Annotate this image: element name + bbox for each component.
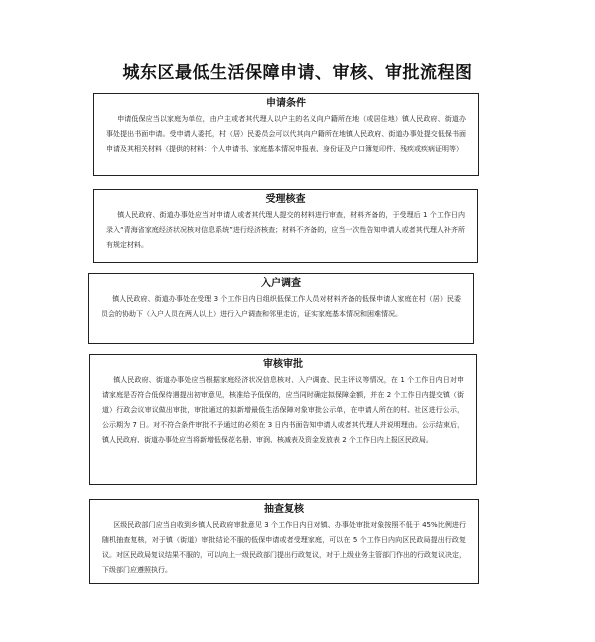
step-box-home-investigation — [88, 273, 474, 344]
step-body: 申请低保应当以家庭为单位，由户主或者其代理人以户主的名义向户籍所在地（或居住地）镇人民政府、街道办事处提出书面申请。受申请人委托，村（居）民委员会可以代其向户籍所在地镇人民政府、街道办事处提交低保书面申请及其相关材料（提供的材料：个人申请书、家庭基本情况申报表、身份证及户口簿复印件、残疾或疾病证明等） — [106, 115, 466, 153]
step-box-application-conditions — [93, 93, 479, 176]
step-title: 入户调查 — [261, 278, 301, 289]
step-body: 镇人民政府、街道办事处应当根据家庭经济状况信息核对、入户调查、民主评议等情况，在 1 个工作日内日对申请家庭是否符合低保待遇提出初审意见，核准给予低保的，应当同时确定拟保障金额，并在 2 个工作日内提交镇（街道）行政会议审议做出审批，审批通过的拟新增最低生活保障对象审批公示单，在申请人所在的村、社区进行公示，公示期为 7 日。对不符合条件审批不予通过的必须在 3 日内书面告知申请人或者其代理人并说明理由。公示结束后，镇人民政府、街道办事处应当将新增低保花名册、审润、核减表及资金发放表 2 个工作日内上报区民政局。 — [102, 376, 464, 444]
step-title: 抽查复核 — [264, 504, 304, 515]
step-box-approval — [89, 354, 477, 485]
step-body: 镇人民政府、街道办事处应当对申请人或者其代理人提交的材料进行审查，材料齐备的，于受理后 1 个工作日内录入“青海省家庭经济状况核对信息系统”进行经济核查；材料不齐备的，应当一次性告知申请人或者其代理人补齐所有规定材料。 — [106, 211, 465, 249]
step-title: 受理核查 — [265, 194, 306, 205]
step-box-spot-check-review — [89, 499, 479, 584]
step-title: 申请条件 — [266, 98, 306, 109]
step-title: 审核审批 — [263, 359, 303, 370]
step-body: 镇人民政府、街道办事处在受理 3 个工作日内日组织低保工作人员对材料齐备的低保申请人家庭在村（居）民委员会的协助下（入户人员在两人以上）进行入户调查和邻里走访，证实家庭基本情况和困难情况。 — [101, 295, 461, 318]
page-title: 城东区最低生活保障申请、审核、审批流程图 — [122, 63, 473, 83]
step-body: 区级民政部门应当自收到乡镇人民政府审批意见 3 个工作日内日对镇、办事处审批对象按照不低于 45%比例进行随机抽查复核，对于镇（街道）审批结论不服的低保申请或者受理家庭，可以在 5 个工作日内向区民政局提出行政复议。对区民政局复议结果不服的，可以向上一级民政部门提出行政复议，对于上级业务主管部门作出的行政复议决定，下级部门应遵照执行。 — [102, 521, 466, 574]
step-box-acceptance-review — [93, 189, 478, 263]
